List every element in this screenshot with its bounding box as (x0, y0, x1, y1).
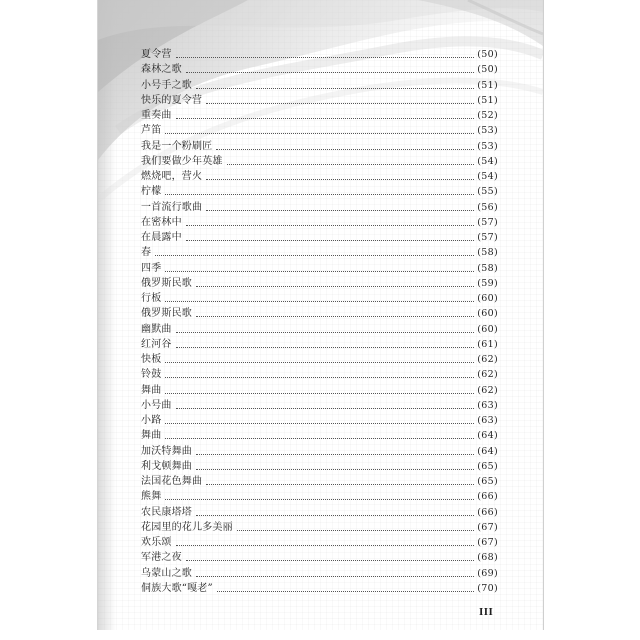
dot-leader (196, 454, 474, 455)
toc-entry (141, 47, 498, 62)
toc-entry-title: 春 (141, 247, 152, 259)
dot-leader (165, 423, 474, 424)
toc-entry (141, 428, 498, 443)
toc-entry-page: (64) (477, 445, 498, 457)
dot-leader (206, 179, 474, 180)
toc-entry-title: 行板 (141, 293, 162, 304)
dot-leader (165, 438, 474, 439)
toc-entry (141, 93, 498, 108)
toc-entry-page: (66) (477, 506, 498, 518)
toc-entry-title: 重奏曲 (141, 110, 172, 121)
toc-entry-title: 花园里的花儿多美丽 (141, 521, 233, 533)
dot-leader (186, 225, 474, 226)
toc-entry (141, 352, 498, 367)
dot-leader (206, 103, 474, 104)
dot-leader (165, 301, 474, 302)
toc-entry (141, 474, 498, 489)
toc-entry-title: 利戈顿舞曲 (141, 460, 192, 472)
toc-entry (141, 108, 498, 123)
toc-entry-title: 幽默曲 (141, 323, 172, 335)
toc-entry (141, 444, 498, 459)
toc-entry-title: 侗族大歌“嘎老” (141, 582, 213, 594)
toc-entry (141, 139, 498, 154)
dot-leader (165, 499, 474, 500)
toc-entry-page: (60) (477, 293, 498, 304)
toc-entry-page: (62) (477, 354, 498, 365)
dot-leader (176, 408, 475, 409)
toc-entry (141, 276, 498, 291)
toc-entry (141, 581, 498, 596)
toc-entry (141, 154, 498, 169)
toc-entry-page: (50) (477, 64, 498, 76)
toc-entry (141, 215, 498, 230)
toc-entry-page: (65) (477, 476, 498, 487)
dot-leader (217, 591, 474, 592)
toc-entry-title: 小号手之歌 (141, 79, 192, 91)
dot-leader (216, 149, 474, 150)
toc-entry-title: 乌蒙山之歌 (141, 567, 192, 579)
toc-entry-title: 在晨露中 (141, 232, 182, 243)
toc-entry-title: 快乐的夏令营 (141, 94, 203, 106)
dot-leader (206, 210, 474, 211)
toc-entry-title: 小号曲 (141, 399, 172, 411)
toc-entry (141, 459, 498, 474)
toc-entry-page: (62) (477, 369, 498, 381)
toc-entry-title: 俄罗斯民歌 (141, 308, 192, 320)
toc-entry-page: (64) (477, 430, 498, 442)
toc-entry-page: (62) (477, 384, 498, 396)
toc-entry (141, 505, 498, 520)
dot-leader (165, 362, 474, 363)
toc-entry (141, 489, 498, 504)
toc-entry (141, 535, 498, 550)
toc-entry-title: 燃烧吧，营火 (141, 171, 203, 182)
toc-entry (141, 337, 498, 352)
toc-entry (141, 566, 498, 581)
dot-leader (165, 271, 474, 272)
toc-entry-page: (69) (477, 567, 498, 579)
dot-leader (237, 530, 474, 531)
toc-entry-title: 在密林中 (141, 216, 182, 228)
toc-entry (141, 62, 498, 77)
dot-leader (196, 576, 474, 577)
dot-leader (196, 286, 474, 287)
dot-leader (165, 393, 474, 394)
dot-leader (186, 560, 474, 561)
toc-entry-page: (57) (477, 216, 498, 228)
toc-entry-title: 红河谷 (141, 338, 172, 350)
dot-leader (165, 133, 474, 134)
toc-entry-page: (67) (477, 537, 498, 548)
toc-entry (141, 200, 498, 215)
toc-entry-page: (58) (477, 247, 498, 259)
toc-entry-page: (51) (477, 94, 498, 106)
dot-leader (196, 316, 474, 317)
toc-entry (141, 245, 498, 260)
toc-entry (141, 322, 498, 337)
dot-leader (196, 88, 474, 89)
toc-entry-title: 法国花色舞曲 (141, 476, 203, 487)
toc-entry-title: 俄罗斯民歌 (141, 277, 192, 289)
toc-entry (141, 306, 498, 321)
toc-entry-title: 农民康塔塔 (141, 506, 192, 518)
toc-entry-page: (68) (477, 552, 498, 564)
toc-entry-title: 我是一个粉刷匠 (141, 140, 213, 152)
toc-entry-title: 柠檬 (141, 186, 162, 198)
book-page (97, 0, 544, 630)
toc-entry (141, 367, 498, 382)
toc-entry-page: (60) (477, 323, 498, 335)
dot-leader (165, 194, 474, 195)
toc-entry (141, 291, 498, 306)
toc-entry (141, 184, 498, 199)
toc-entry-title: 四季 (141, 262, 162, 274)
toc-entry (141, 230, 498, 245)
toc-entry-title: 我们要做少年英雄 (141, 155, 223, 167)
toc-entry-page: (67) (477, 521, 498, 533)
toc-entry-page: (59) (477, 277, 498, 289)
dot-leader (196, 515, 474, 516)
toc-entry (141, 398, 498, 413)
toc-entry-title: 小路 (141, 415, 162, 426)
toc-entry-title: 一首流行歌曲 (141, 201, 203, 213)
toc-entry (141, 520, 498, 535)
toc-entry (141, 550, 498, 565)
dot-leader (176, 545, 475, 546)
toc-entry-title: 快板 (141, 354, 162, 365)
toc-entry (141, 123, 498, 138)
dot-leader (176, 332, 475, 333)
toc-entry-page: (63) (477, 415, 498, 426)
toc-entry-title: 舞曲 (141, 384, 162, 396)
dot-leader (155, 255, 474, 256)
dot-leader (186, 240, 474, 241)
toc-entry (141, 383, 498, 398)
toc-entry-page: (63) (477, 399, 498, 411)
toc-entry-page: (58) (477, 262, 498, 274)
toc-entry-title: 芦笛 (141, 125, 162, 137)
toc-entry-title: 欢乐颂 (141, 537, 172, 548)
toc-entry (141, 169, 498, 184)
toc-list (141, 47, 498, 596)
dot-leader (196, 469, 474, 470)
toc-entry (141, 413, 498, 428)
toc-entry-page: (56) (477, 201, 498, 213)
toc-entry-page: (66) (477, 491, 498, 503)
toc-entry-title: 舞曲 (141, 430, 162, 442)
toc-entry-title: 铃鼓 (141, 369, 162, 381)
toc-entry-title: 军港之夜 (141, 552, 182, 564)
page-number: III (479, 606, 494, 618)
toc-entry (141, 261, 498, 276)
toc-entry-page: (61) (477, 338, 498, 350)
dot-leader (206, 484, 474, 485)
toc-entry-page: (57) (477, 232, 498, 243)
toc-entry-page: (53) (477, 140, 498, 152)
toc-entry-page: (65) (477, 460, 498, 472)
toc-entry-page: (54) (477, 155, 498, 167)
toc-entry-title: 熊舞 (141, 491, 162, 503)
toc-entry-title: 加沃特舞曲 (141, 445, 192, 457)
toc-entry-page: (60) (477, 308, 498, 320)
dot-leader (176, 118, 475, 119)
toc-entry-page: (53) (477, 125, 498, 137)
toc-entry-title: 森林之歌 (141, 64, 182, 76)
toc-entry (141, 78, 498, 93)
dot-leader (186, 72, 474, 73)
toc-entry-page: (50) (477, 49, 498, 60)
dot-leader (176, 57, 475, 58)
toc-entry-title: 夏令营 (141, 49, 172, 60)
dot-leader (227, 164, 475, 165)
toc-entry-page: (54) (477, 171, 498, 182)
toc-entry-page: (51) (477, 79, 498, 91)
toc-entry-page: (70) (477, 582, 498, 594)
toc-entry-page: (52) (477, 110, 498, 121)
dot-leader (165, 377, 474, 378)
toc-entry-page: (55) (477, 186, 498, 198)
dot-leader (176, 347, 475, 348)
